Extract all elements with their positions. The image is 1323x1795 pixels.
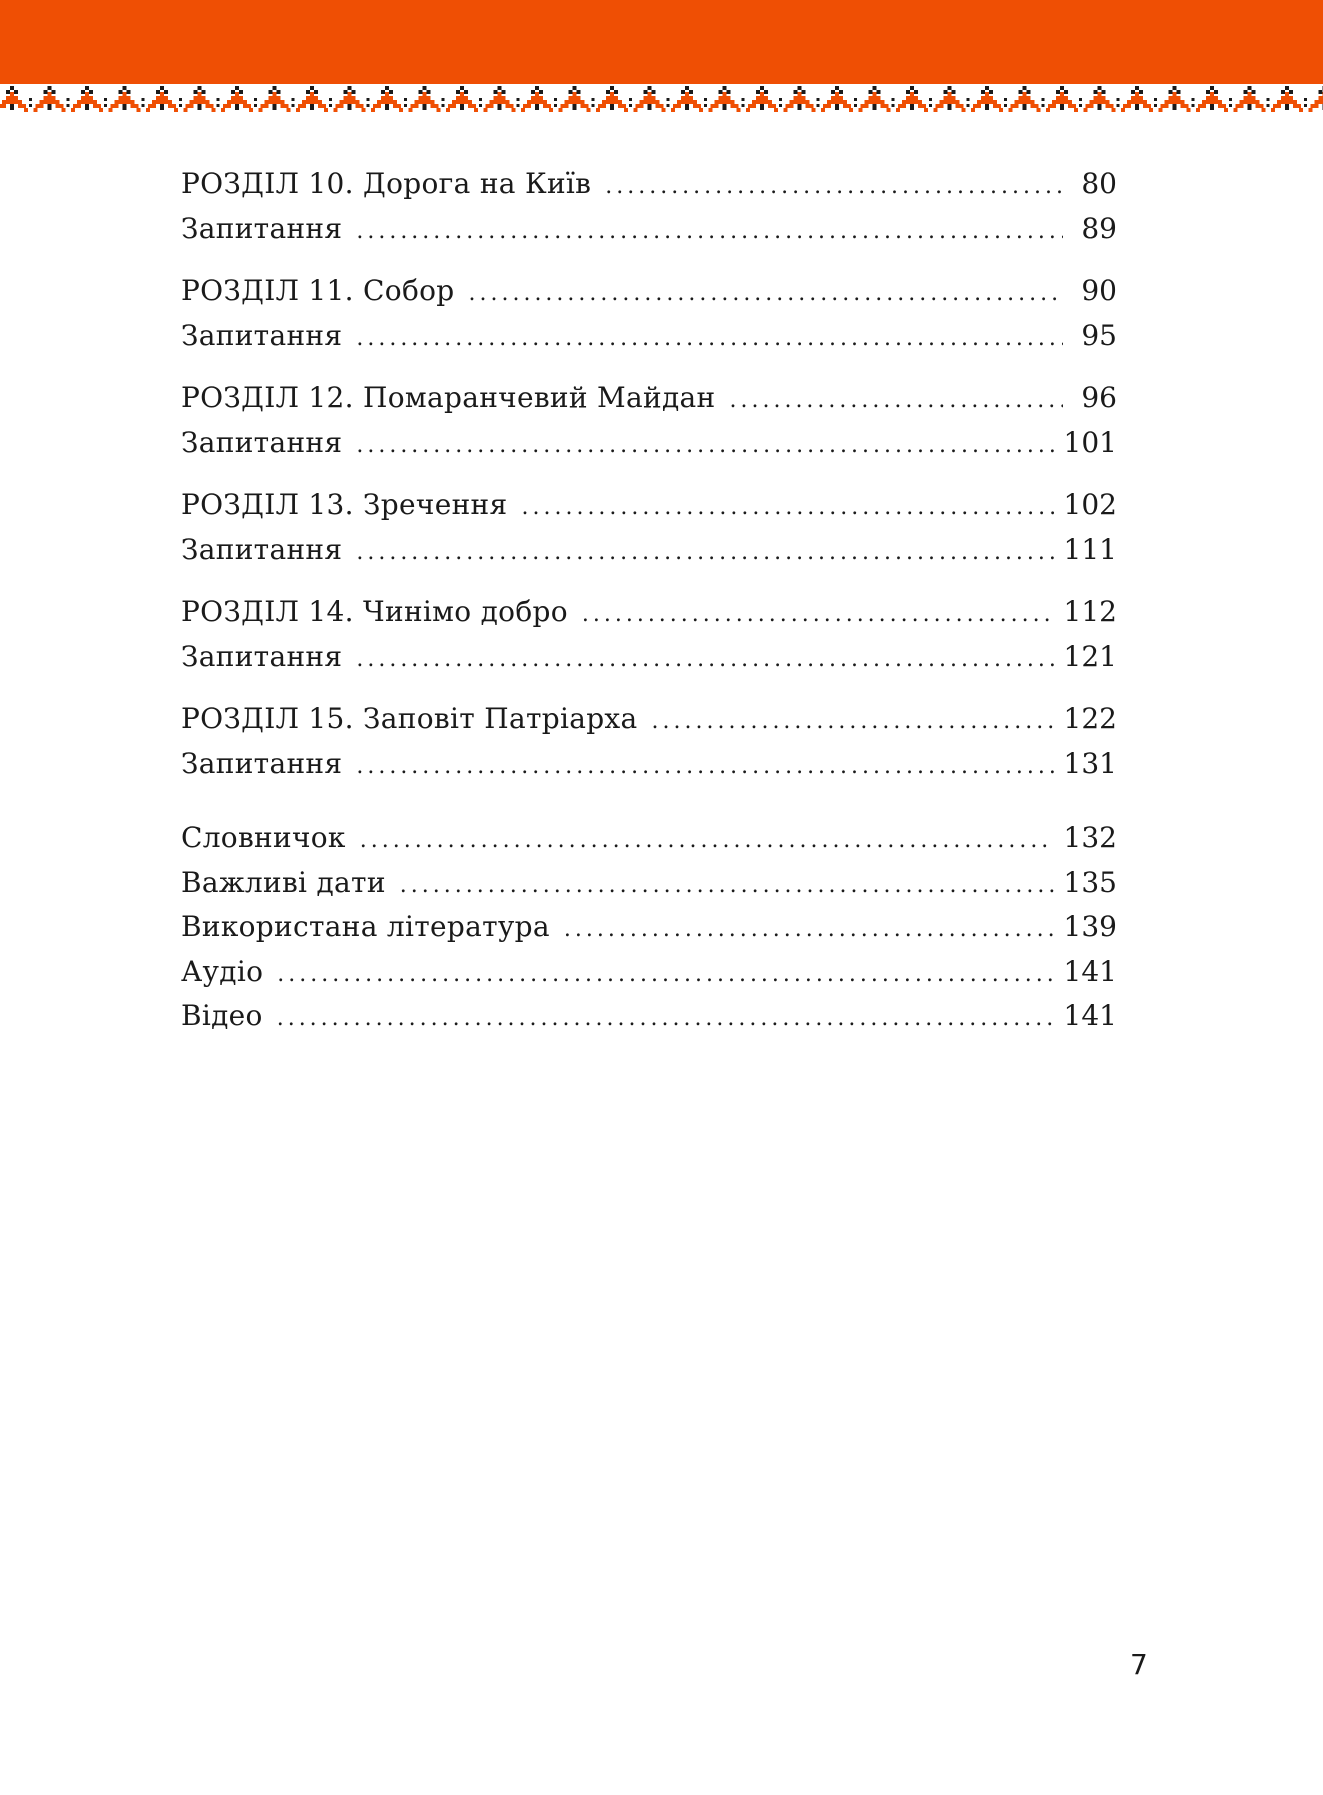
ornament-motif — [446, 86, 482, 112]
toc-entry-title: РОЗДІЛ 14. Чинімо добро — [181, 595, 568, 628]
ornament-motif — [71, 86, 107, 112]
toc-entry-page: 96 — [1081, 381, 1117, 414]
toc-entry[interactable] — [181, 162, 1117, 207]
toc-entry-page: 131 — [1063, 746, 1117, 780]
toc-entry-title: РОЗДІЛ 15. Заповіт Патріарха — [181, 702, 638, 735]
toc-entry-page: 102 — [1063, 488, 1117, 521]
toc-group-appendix — [181, 816, 1117, 1039]
ornament-motif — [184, 86, 220, 112]
ornament-motif — [1271, 86, 1307, 112]
toc-entry-page: 95 — [1081, 318, 1117, 352]
ornament-motif — [296, 86, 332, 112]
toc-entry-page: 112 — [1063, 595, 1117, 628]
toc-leader-dots — [356, 317, 1063, 362]
toc-entry-page: 89 — [1081, 211, 1117, 245]
table-of-contents — [181, 162, 1117, 1057]
ornament-motif — [334, 86, 370, 112]
ornament-motif — [596, 86, 632, 112]
toc-leader-dots — [356, 210, 1063, 255]
toc-entry-title: Запитання — [181, 318, 343, 352]
ornament-motif — [0, 86, 32, 112]
ornament-motif — [671, 86, 707, 112]
toc-leader-dots — [360, 819, 1054, 864]
ornament-motif — [146, 86, 182, 112]
header-band — [0, 0, 1323, 84]
toc-leader-dots — [356, 745, 1053, 790]
toc-entry[interactable] — [181, 376, 1117, 421]
ornament-motif — [371, 86, 407, 112]
ornament-motif — [109, 86, 145, 112]
ornament-motif — [1159, 86, 1195, 112]
toc-group-chapter-15 — [181, 697, 1117, 786]
toc-group-chapter-11 — [181, 269, 1117, 358]
ornament-motif — [1084, 86, 1120, 112]
toc-group-chapter-10 — [181, 162, 1117, 251]
toc-entry[interactable] — [181, 861, 1117, 906]
toc-entry[interactable] — [181, 483, 1117, 528]
toc-leader-dots — [277, 953, 1053, 998]
toc-leader-dots — [564, 908, 1054, 953]
ornament-motif — [859, 86, 895, 112]
toc-entry-title: РОЗДІЛ 12. Помаранчевий Майдан — [181, 381, 716, 414]
toc-entry-title: Відео — [181, 999, 263, 1032]
ornament-motif — [521, 86, 557, 112]
toc-entry-title: Аудіо — [181, 954, 264, 988]
toc-entry-page: 90 — [1081, 274, 1117, 307]
toc-entry-page: 122 — [1063, 702, 1117, 735]
toc-leader-dots — [582, 593, 1054, 638]
ornament-motif — [1009, 86, 1045, 112]
toc-entry[interactable] — [181, 314, 1117, 359]
toc-leader-dots — [521, 486, 1053, 531]
toc-leader-dots — [605, 165, 1063, 210]
toc-leader-dots — [356, 638, 1053, 683]
toc-leader-dots — [356, 424, 1053, 469]
toc-entry-title: Словничок — [181, 821, 346, 854]
toc-entry-title: РОЗДІЛ 11. Собор — [181, 274, 455, 307]
toc-entry-title: РОЗДІЛ 10. Дорога на Київ — [181, 167, 592, 200]
page-number: 7 — [1130, 1648, 1148, 1681]
toc-leader-dots — [652, 700, 1054, 745]
toc-entry-title: Запитання — [181, 211, 343, 245]
toc-entry-page: 121 — [1063, 639, 1117, 673]
ornament-motif — [896, 86, 932, 112]
toc-entry-title: Запитання — [181, 746, 343, 780]
ornament-motif — [259, 86, 295, 112]
ornament-motif — [746, 86, 782, 112]
toc-entry[interactable] — [181, 590, 1117, 635]
toc-entry-title: Запитання — [181, 425, 343, 459]
ornament-motif — [934, 86, 970, 112]
ornament-motif — [1121, 86, 1157, 112]
ornament-motif — [1309, 86, 1323, 112]
ornament-motif — [1234, 86, 1270, 112]
toc-entry[interactable] — [181, 742, 1117, 787]
toc-entry-page: 111 — [1063, 532, 1117, 566]
toc-entry-title: Важливі дати — [181, 865, 386, 899]
ornament-motif — [634, 86, 670, 112]
toc-entry[interactable] — [181, 207, 1117, 252]
toc-entry-page: 141 — [1063, 954, 1117, 988]
toc-leader-dots — [468, 272, 1063, 317]
toc-entry[interactable] — [181, 697, 1117, 742]
toc-entry[interactable] — [181, 905, 1117, 950]
toc-entry-title: Запитання — [181, 532, 343, 566]
ornament-motif — [821, 86, 857, 112]
ornament-motif — [971, 86, 1007, 112]
toc-entry-title: РОЗДІЛ 13. Зречення — [181, 488, 508, 521]
toc-entry[interactable] — [181, 269, 1117, 314]
toc-entry[interactable] — [181, 816, 1117, 861]
toc-entry[interactable] — [181, 528, 1117, 573]
toc-leader-dots — [356, 531, 1053, 576]
toc-entry-page: 101 — [1063, 425, 1117, 459]
ornament-motif — [709, 86, 745, 112]
toc-entry[interactable] — [181, 994, 1117, 1039]
toc-leader-dots — [400, 864, 1054, 909]
toc-group-chapter-13 — [181, 483, 1117, 572]
toc-group-chapter-12 — [181, 376, 1117, 465]
toc-entry-page: 80 — [1081, 167, 1117, 200]
ornament-motif — [784, 86, 820, 112]
toc-leader-dots — [729, 379, 1063, 424]
toc-entry[interactable] — [181, 421, 1117, 466]
toc-group-chapter-14 — [181, 590, 1117, 679]
ornament-motif — [221, 86, 257, 112]
toc-entry-page: 132 — [1063, 821, 1117, 854]
toc-entry-page: 141 — [1063, 999, 1117, 1032]
ornament-motif — [1046, 86, 1082, 112]
embroidery-border-ornament — [0, 84, 1323, 120]
toc-entry-title: Використана література — [181, 910, 550, 943]
ornament-motif — [34, 86, 70, 112]
ornament-motif — [484, 86, 520, 112]
ornament-motif — [559, 86, 595, 112]
toc-entry[interactable] — [181, 950, 1117, 995]
ornament-motif — [1196, 86, 1232, 112]
toc-entry-page: 139 — [1063, 910, 1117, 943]
toc-entry-page: 135 — [1063, 865, 1117, 899]
toc-leader-dots — [277, 997, 1054, 1042]
toc-entry-title: Запитання — [181, 639, 343, 673]
ornament-motif — [409, 86, 445, 112]
toc-entry[interactable] — [181, 635, 1117, 680]
